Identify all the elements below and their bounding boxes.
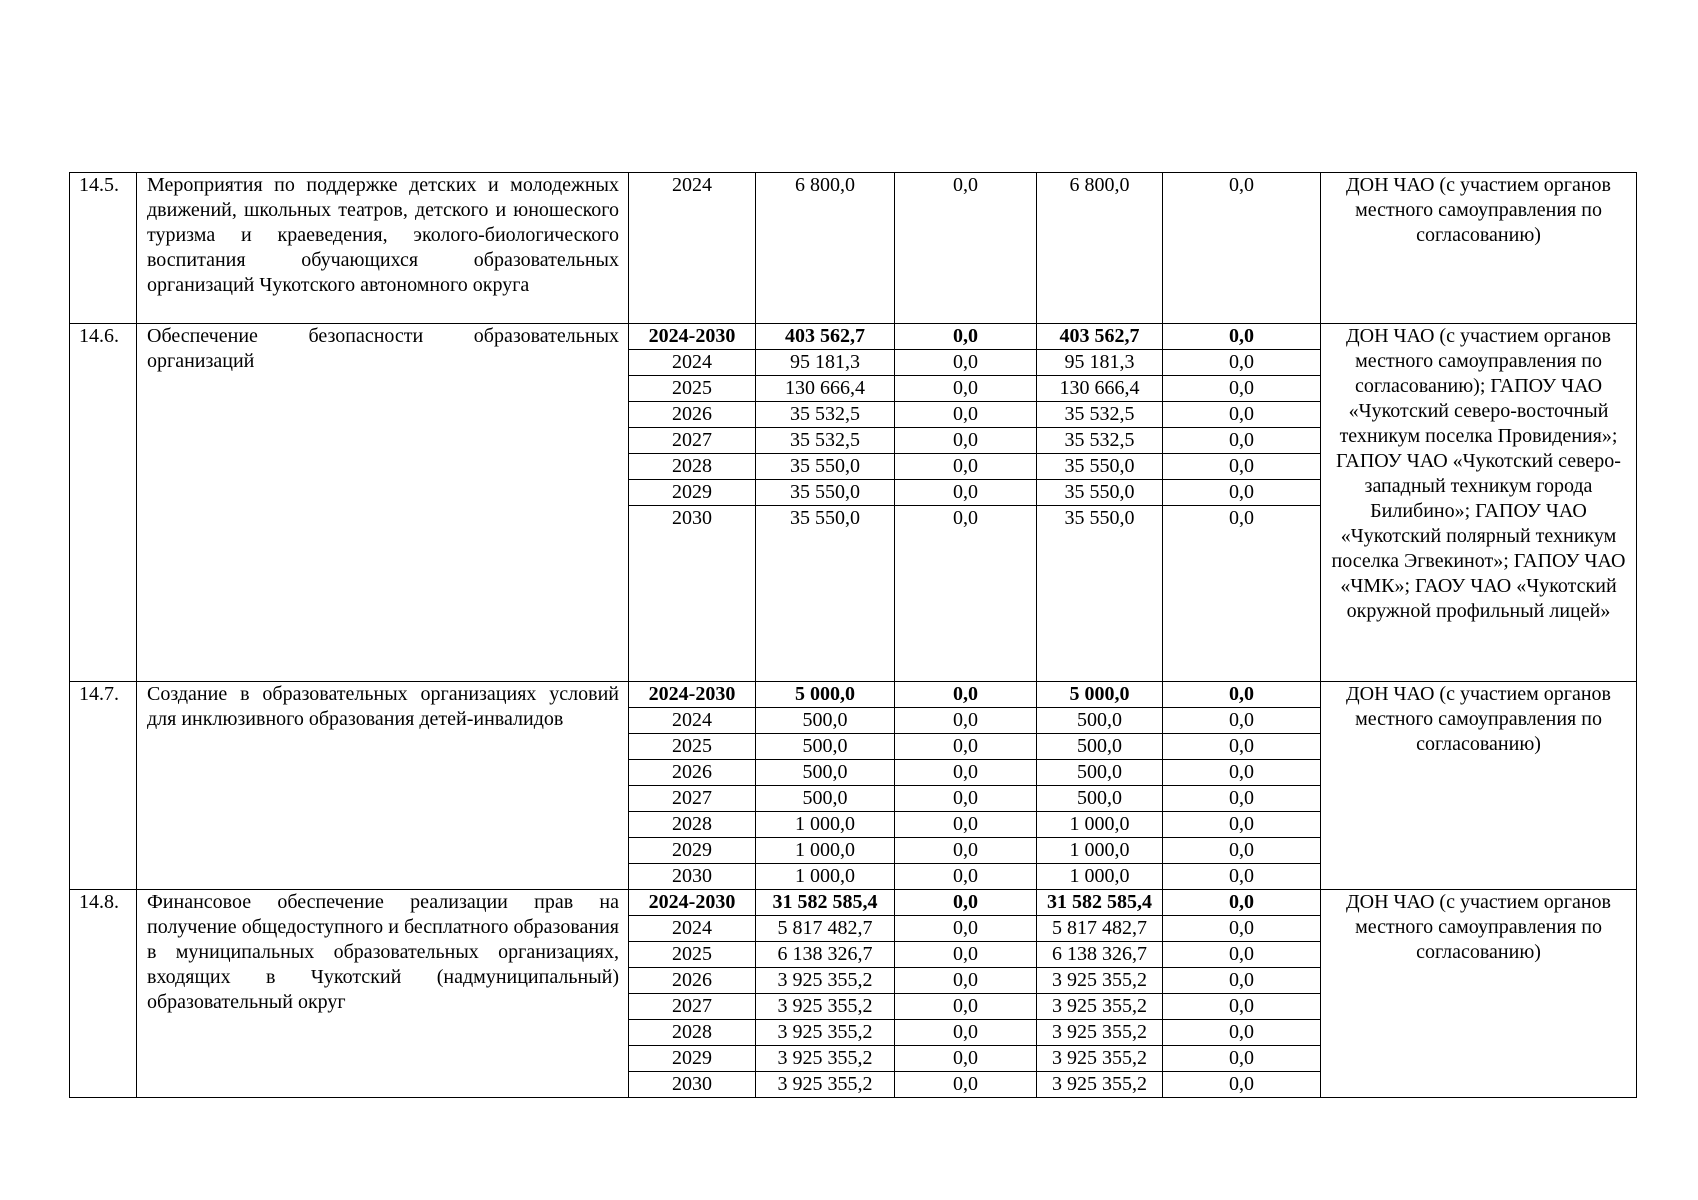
federal-budget-cell: 0,0 <box>895 350 1037 376</box>
period-cell: 2027 <box>629 428 756 454</box>
local-budget-cell: 0,0 <box>1163 968 1321 994</box>
total-amount-cell: 500,0 <box>756 734 895 760</box>
budget-table <box>69 172 1637 1098</box>
period-cell: 2029 <box>629 480 756 506</box>
period-cell: 2024 <box>629 708 756 734</box>
total-amount-cell: 3 925 355,2 <box>756 968 895 994</box>
total-amount-cell: 35 550,0 <box>756 480 895 506</box>
federal-budget-cell: 0,0 <box>895 1072 1037 1098</box>
federal-budget-cell: 0,0 <box>895 968 1037 994</box>
local-budget-cell: 0,0 <box>1163 812 1321 838</box>
federal-budget-cell: 0,0 <box>895 812 1037 838</box>
local-budget-cell: 0,0 <box>1163 1020 1321 1046</box>
local-budget-cell: 0,0 <box>1163 324 1321 350</box>
regional-budget-cell: 6 800,0 <box>1037 173 1163 324</box>
period-cell: 2028 <box>629 1020 756 1046</box>
federal-budget-cell: 0,0 <box>895 324 1037 350</box>
item-description: Создание в образовательных организациях условий для инклюзивного образования детей-инвалидов <box>137 682 629 890</box>
federal-budget-cell: 0,0 <box>895 402 1037 428</box>
table-row <box>70 890 1637 916</box>
federal-budget-cell: 0,0 <box>895 1020 1037 1046</box>
total-amount-cell: 1 000,0 <box>756 864 895 890</box>
regional-budget-cell: 35 550,0 <box>1037 454 1163 480</box>
local-budget-cell: 0,0 <box>1163 838 1321 864</box>
federal-budget-cell: 0,0 <box>895 760 1037 786</box>
regional-budget-cell: 1 000,0 <box>1037 812 1163 838</box>
federal-budget-cell: 0,0 <box>895 376 1037 402</box>
responsible-executor: ДОН ЧАО (с участием органов местного самоуправления по согласованию) <box>1321 173 1637 324</box>
period-cell: 2025 <box>629 376 756 402</box>
local-budget-cell: 0,0 <box>1163 734 1321 760</box>
federal-budget-cell: 0,0 <box>895 916 1037 942</box>
table-row <box>70 324 1637 350</box>
regional-budget-cell: 6 138 326,7 <box>1037 942 1163 968</box>
federal-budget-cell: 0,0 <box>895 428 1037 454</box>
item-number: 14.6. <box>70 324 137 682</box>
regional-budget-cell: 35 532,5 <box>1037 428 1163 454</box>
regional-budget-cell: 3 925 355,2 <box>1037 1046 1163 1072</box>
total-amount-cell: 500,0 <box>756 760 895 786</box>
total-amount-cell: 500,0 <box>756 708 895 734</box>
local-budget-cell: 0,0 <box>1163 506 1321 682</box>
federal-budget-cell: 0,0 <box>895 480 1037 506</box>
regional-budget-cell: 5 000,0 <box>1037 682 1163 708</box>
regional-budget-cell: 35 550,0 <box>1037 506 1163 682</box>
period-cell: 2025 <box>629 734 756 760</box>
local-budget-cell: 0,0 <box>1163 1072 1321 1098</box>
period-cell: 2029 <box>629 1046 756 1072</box>
period-cell: 2024 <box>629 173 756 324</box>
period-cell: 2024 <box>629 350 756 376</box>
local-budget-cell: 0,0 <box>1163 916 1321 942</box>
regional-budget-cell: 1 000,0 <box>1037 864 1163 890</box>
period-cell: 2030 <box>629 864 756 890</box>
regional-budget-cell: 130 666,4 <box>1037 376 1163 402</box>
regional-budget-cell: 500,0 <box>1037 734 1163 760</box>
total-amount-cell: 6 138 326,7 <box>756 942 895 968</box>
total-amount-cell: 3 925 355,2 <box>756 1072 895 1098</box>
local-budget-cell: 0,0 <box>1163 1046 1321 1072</box>
period-cell: 2030 <box>629 506 756 682</box>
total-amount-cell: 6 800,0 <box>756 173 895 324</box>
total-amount-cell: 500,0 <box>756 786 895 812</box>
total-amount-cell: 1 000,0 <box>756 812 895 838</box>
total-amount-cell: 3 925 355,2 <box>756 994 895 1020</box>
total-amount-cell: 95 181,3 <box>756 350 895 376</box>
responsible-executor: ДОН ЧАО (с участием органов местного самоуправления по согласованию) <box>1321 890 1637 1098</box>
regional-budget-cell: 500,0 <box>1037 786 1163 812</box>
local-budget-cell: 0,0 <box>1163 376 1321 402</box>
regional-budget-cell: 95 181,3 <box>1037 350 1163 376</box>
local-budget-cell: 0,0 <box>1163 786 1321 812</box>
federal-budget-cell: 0,0 <box>895 734 1037 760</box>
local-budget-cell: 0,0 <box>1163 402 1321 428</box>
total-amount-cell: 35 550,0 <box>756 506 895 682</box>
regional-budget-cell: 35 550,0 <box>1037 480 1163 506</box>
federal-budget-cell: 0,0 <box>895 786 1037 812</box>
federal-budget-cell: 0,0 <box>895 506 1037 682</box>
period-cell: 2026 <box>629 760 756 786</box>
regional-budget-cell: 500,0 <box>1037 760 1163 786</box>
total-amount-cell: 3 925 355,2 <box>756 1046 895 1072</box>
period-cell: 2024 <box>629 916 756 942</box>
total-amount-cell: 5 000,0 <box>756 682 895 708</box>
regional-budget-cell: 3 925 355,2 <box>1037 994 1163 1020</box>
federal-budget-cell: 0,0 <box>895 864 1037 890</box>
federal-budget-cell: 0,0 <box>895 942 1037 968</box>
period-cell: 2029 <box>629 838 756 864</box>
federal-budget-cell: 0,0 <box>895 890 1037 916</box>
local-budget-cell: 0,0 <box>1163 682 1321 708</box>
local-budget-cell: 0,0 <box>1163 480 1321 506</box>
regional-budget-cell: 35 532,5 <box>1037 402 1163 428</box>
total-amount-cell: 35 550,0 <box>756 454 895 480</box>
local-budget-cell: 0,0 <box>1163 864 1321 890</box>
federal-budget-cell: 0,0 <box>895 994 1037 1020</box>
regional-budget-cell: 3 925 355,2 <box>1037 1020 1163 1046</box>
period-cell: 2027 <box>629 786 756 812</box>
period-cell: 2027 <box>629 994 756 1020</box>
local-budget-cell: 0,0 <box>1163 454 1321 480</box>
item-number: 14.5. <box>70 173 137 324</box>
local-budget-cell: 0,0 <box>1163 890 1321 916</box>
total-amount-cell: 5 817 482,7 <box>756 916 895 942</box>
period-cell: 2026 <box>629 968 756 994</box>
regional-budget-cell: 3 925 355,2 <box>1037 1072 1163 1098</box>
total-amount-cell: 1 000,0 <box>756 838 895 864</box>
item-number: 14.8. <box>70 890 137 1098</box>
local-budget-cell: 0,0 <box>1163 428 1321 454</box>
total-amount-cell: 403 562,7 <box>756 324 895 350</box>
table-row <box>70 173 1637 324</box>
regional-budget-cell: 1 000,0 <box>1037 838 1163 864</box>
local-budget-cell: 0,0 <box>1163 942 1321 968</box>
item-number: 14.7. <box>70 682 137 890</box>
local-budget-cell: 0,0 <box>1163 760 1321 786</box>
responsible-executor: ДОН ЧАО (с участием органов местного самоуправления по согласованию) <box>1321 682 1637 890</box>
local-budget-cell: 0,0 <box>1163 173 1321 324</box>
local-budget-cell: 0,0 <box>1163 994 1321 1020</box>
total-amount-cell: 31 582 585,4 <box>756 890 895 916</box>
federal-budget-cell: 0,0 <box>895 838 1037 864</box>
regional-budget-cell: 31 582 585,4 <box>1037 890 1163 916</box>
period-cell: 2025 <box>629 942 756 968</box>
total-amount-cell: 35 532,5 <box>756 402 895 428</box>
local-budget-cell: 0,0 <box>1163 350 1321 376</box>
period-cell: 2030 <box>629 1072 756 1098</box>
total-amount-cell: 3 925 355,2 <box>756 1020 895 1046</box>
table-row <box>70 682 1637 708</box>
item-description: Мероприятия по поддержке детских и молодежных движений, школьных театров, детского и юношеского туризма и краеведения, эколого-биологического воспитания обучающихся образовательных организаций Чукотского автономного округа <box>137 173 629 324</box>
period-cell: 2028 <box>629 812 756 838</box>
total-amount-cell: 130 666,4 <box>756 376 895 402</box>
period-cell: 2026 <box>629 402 756 428</box>
item-description: Финансовое обеспечение реализации прав на получение общедоступного и бесплатного образования в муниципальных образовательных организациях, входящих в Чукотский (надмуниципальный) образовательный округ <box>137 890 629 1098</box>
period-cell: 2028 <box>629 454 756 480</box>
federal-budget-cell: 0,0 <box>895 708 1037 734</box>
responsible-executor: ДОН ЧАО (с участием органов местного самоуправления по согласованию); ГАПОУ ЧАО «Чукотский северо-восточный техникум поселка Провидения»; ГАПОУ ЧАО «Чукотский северо-западный техникум города Билибино»; ГАПОУ ЧАО «Чукотский полярный техникум поселка Эгвекинот»; ГАПОУ ЧАО «ЧМК»; ГАОУ ЧАО «Чукотский окружной профильный лицей» <box>1321 324 1637 682</box>
period-cell: 2024-2030 <box>629 682 756 708</box>
regional-budget-cell: 3 925 355,2 <box>1037 968 1163 994</box>
total-amount-cell: 35 532,5 <box>756 428 895 454</box>
federal-budget-cell: 0,0 <box>895 682 1037 708</box>
federal-budget-cell: 0,0 <box>895 1046 1037 1072</box>
regional-budget-cell: 403 562,7 <box>1037 324 1163 350</box>
federal-budget-cell: 0,0 <box>895 454 1037 480</box>
regional-budget-cell: 500,0 <box>1037 708 1163 734</box>
table-body <box>70 173 1637 1098</box>
period-cell: 2024-2030 <box>629 890 756 916</box>
item-description: Обеспечение безопасности образовательных организаций <box>137 324 629 682</box>
local-budget-cell: 0,0 <box>1163 708 1321 734</box>
federal-budget-cell: 0,0 <box>895 173 1037 324</box>
regional-budget-cell: 5 817 482,7 <box>1037 916 1163 942</box>
period-cell: 2024-2030 <box>629 324 756 350</box>
